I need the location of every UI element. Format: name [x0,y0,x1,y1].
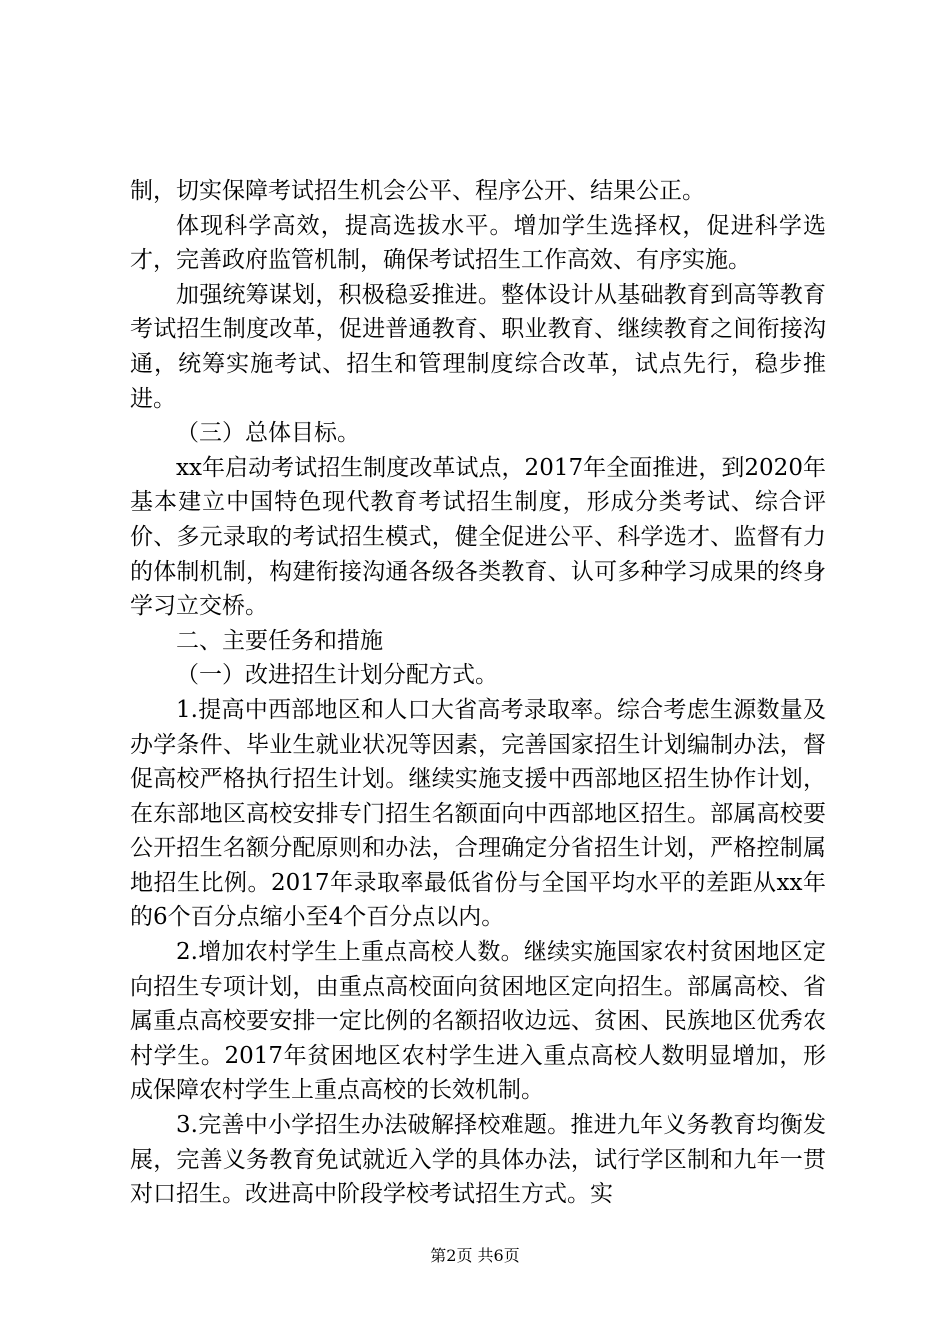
section-heading: （一）改进招生计划分配方式。 [176,662,498,689]
paragraph: 2.增加农村学生上重点高校人数。继续实施国家农村贫困地区定向招生专项计划，由重点高校面向贫困地区定向招生。部属高校、省属重点高校要安排一定比例的名额招收边远、贫困、民族地区优秀农村学生。2017年贫困地区农村学生进入重点高校人数明显增加，形成保障农村学生上重点高校的长效机制。 [130,939,826,1104]
paragraph: 体现科学高效，提高选拔水平。增加学生选择权，促进科学选才，完善政府监管机制，确保考试招生工作高效、有序实施。 [130,212,826,274]
paragraph: 3.完善中小学招生办法破解择校难题。推进九年义务教育均衡发展，完善义务教育免试就近入学的具体办法，试行学区制和九年一贯对口招生。改进高中阶段学校考试招生方式。实 [130,1112,826,1208]
paragraph: xx年启动考试招生制度改革试点，2017年全面推进，到2020年基本建立中国特色现代教育考试招生制度，形成分类考试、综合评价、多元录取的考试招生模式，健全促进公平、科学选才、监督有力的体制机制，构建衔接沟通各级各类教育、认可多种学习成果的终身学习立交桥。 [130,454,826,620]
page-footer [0,1245,950,1267]
paragraph: 加强统筹谋划，积极稳妥推进。整体设计从基础教育到高等教育考试招生制度改革，促进普通教育、职业教育、继续教育之间衔接沟通，统筹实施考试、招生和管理制度综合改革，试点先行，稳步推进。 [130,281,826,412]
section-heading: 二、主要任务和措施 [176,627,383,654]
section-heading: （三）总体目标。 [176,420,360,447]
document-body [130,174,826,1212]
paragraph: 1.提高中西部地区和人口大省高考录取率。综合考虑生源数量及办学条件、毕业生就业状况等因素，完善国家招生计划编制办法，督促高校严格执行招生计划。继续实施支援中西部地区招生协作计划，在东部地区高校安排专门招生名额面向中西部地区招生。部属高校要公开招生名额分配原则和办法，合理确定分省招生计划，严格控制属地招生比例。2017年录取率最低省份与全国平均水平的差距从xx年的6个百分点缩小至4个百分点以内。 [130,696,826,931]
page-number: 第2页 共6页 [430,1246,520,1265]
paragraph: 制，切实保障考试招生机会公平、程序公开、结果公正。 [130,178,705,204]
